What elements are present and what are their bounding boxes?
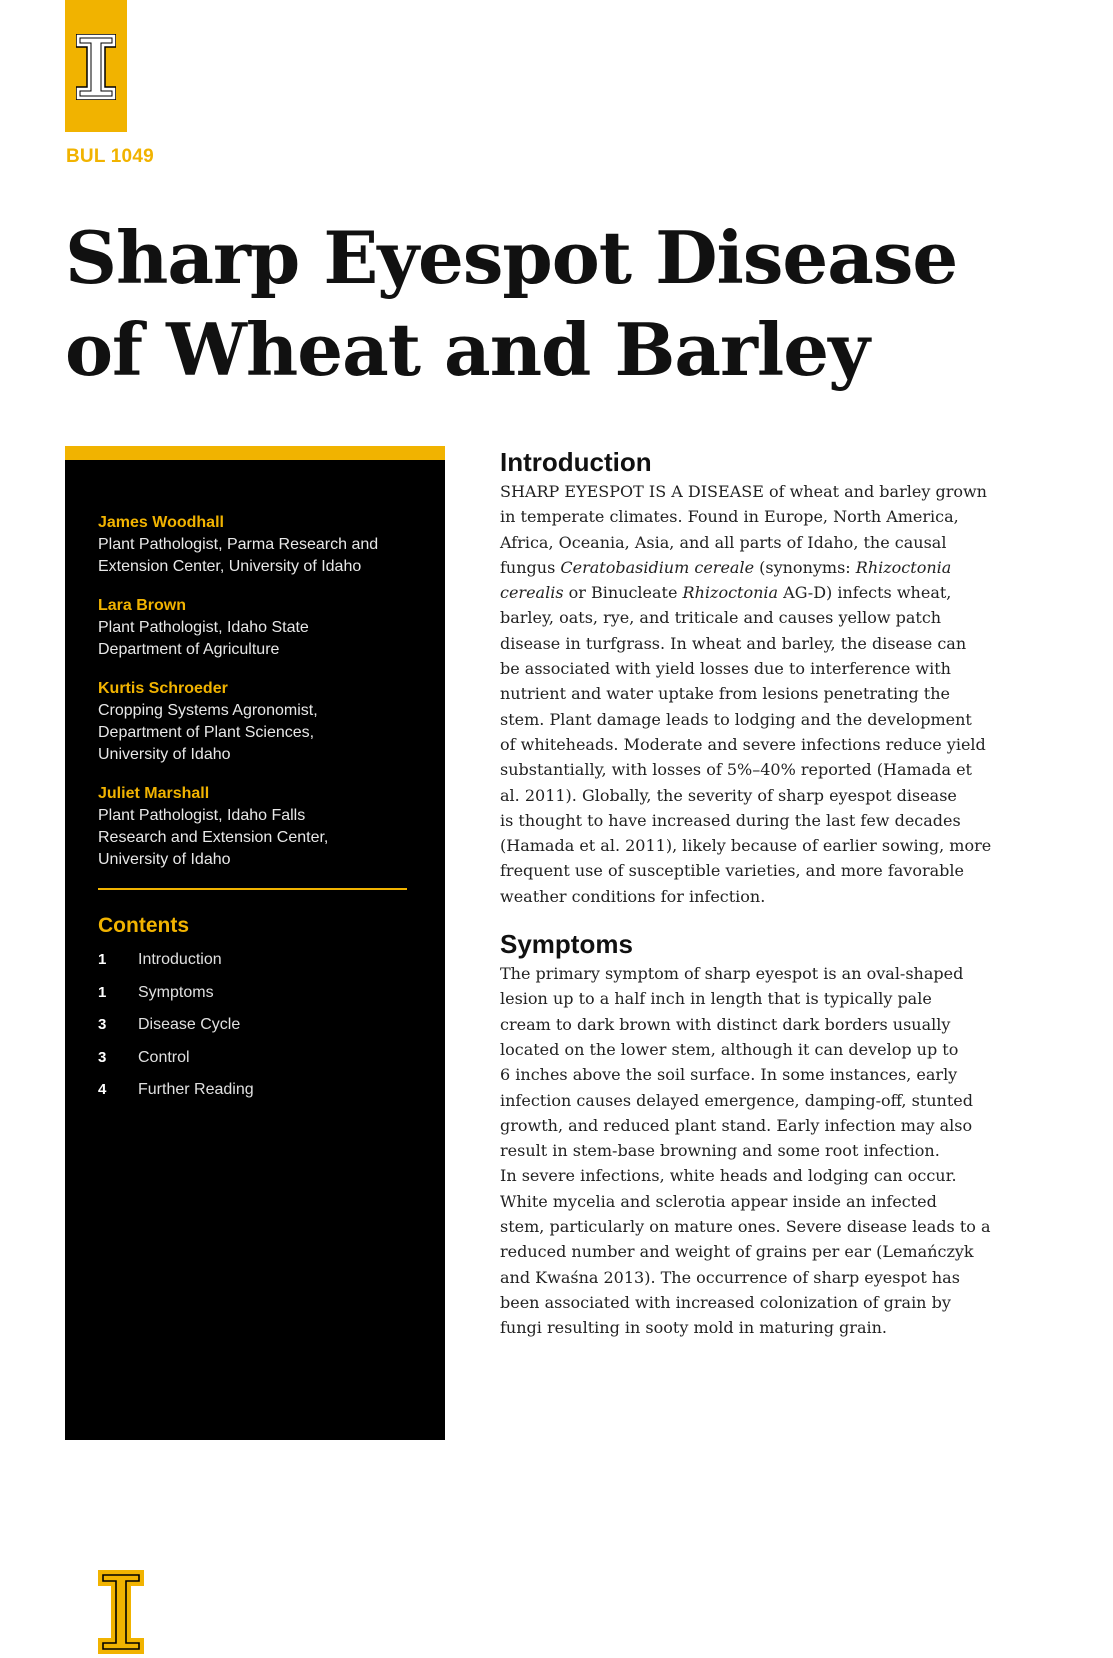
- italic-text: Ceratobasidium cereale: [560, 557, 755, 577]
- author-role: Cropping Systems Agronomist, Department of Plant Sciences, University of Idaho: [98, 702, 318, 763]
- contents-label: Introduction: [138, 951, 222, 968]
- contents-label: Symptoms: [138, 983, 214, 1001]
- contents-label: Disease Cycle: [138, 1016, 241, 1033]
- main-content: [500, 445, 1000, 1341]
- author-list: [98, 512, 418, 888]
- sidebar-divider: [98, 888, 407, 890]
- block-i-icon: [76, 34, 116, 100]
- text-run: AG-D) infects wheat, barley, oats, rye, and triticale and causes yellow patch disease in turfgrass. In wheat and barley, the disease can be associated with yield losses due to interference with nutrient and water uptake from lesions penetrating the stem. Plant damage leads to lodging and the development of whiteheads. Moderate and severe infections reduce yield substantially, with losses of 5%–40% reported (Hamada et al. 2011). Globally, the severity of sharp eyespot disease is thought to have increased during the last few decades (Hamada et al. 2011), likely because of earlier sowing, more frequent use of susceptible varieties, and more favorable weather conditions for infection.: [500, 583, 992, 906]
- logo-word-extension: Extension: [156, 1614, 275, 1645]
- page-title: [65, 212, 1065, 396]
- section-heading-symptoms: Symptoms: [500, 929, 633, 960]
- university-i-logo: [65, 0, 127, 132]
- text-run: or Binucleate: [563, 583, 683, 603]
- logo-word-of: of: [291, 1585, 308, 1607]
- italic-text: Rhizoctonia cerealis: [500, 557, 952, 603]
- bulletin-code: BUL 1049: [66, 146, 154, 167]
- contents-title: Contents: [98, 914, 189, 937]
- symptoms-paragraph: The primary symptom of sharp eyespot is an oval-shaped lesion up to a half inch in length that is typically pale cream to dark brown with distinct dark borders usually located on the lower stem, although it can develop up to 6 inches above the soil surface. In some instances, early infection causes delayed emergence, damping-off, stunted growth, and reduced plant stand. Early infection may also result in stem-base browning and some root infection. In severe infections, white heads and lodging can occur. White mycelia and sclerotia appear inside an infected stem, particularly on mature ones. Severe disease leads to a reduced number and weight of grains per ear (Lemańczyk and Kwaśna 2013). The occurrence of sharp eyespot has been associated with increased colonization of grain by fungi resulting in sooty mold in maturing grain.: [500, 964, 991, 1338]
- university-of-idaho-extension-logo: [98, 1570, 418, 1658]
- title-line-2: of Wheat and Barley: [65, 307, 869, 392]
- contents-page-number: 1: [98, 951, 107, 968]
- author-name: Juliet Marshall: [98, 785, 210, 802]
- contents-label: Further Reading: [138, 1081, 254, 1098]
- author-role: Plant Pathologist, Idaho Falls Research and Extension Center, University of Idaho: [98, 807, 329, 868]
- author-item: [98, 678, 418, 766]
- logo-wordmark: [156, 1576, 383, 1610]
- introduction-section: [500, 445, 1000, 909]
- author-name: Kurtis Schroeder: [98, 680, 228, 697]
- author-name: James Woodhall: [98, 514, 224, 531]
- symptoms-section: [500, 927, 1000, 1340]
- italic-text: Rhizoctonia: [682, 583, 779, 603]
- logo-word-idaho: Idaho: [307, 1576, 383, 1609]
- contents-item-introduction[interactable]: [98, 950, 398, 983]
- contents-item-control[interactable]: [98, 1048, 398, 1081]
- contents-page-number: 3: [98, 1016, 107, 1033]
- contents-page-number: 4: [98, 1081, 107, 1098]
- contents-item-disease-cycle[interactable]: [98, 1015, 398, 1048]
- author-item: [98, 512, 418, 578]
- author-role: Plant Pathologist, Parma Research and Extension Center, University of Idaho: [98, 536, 379, 575]
- author-sidebar: [65, 446, 445, 1645]
- text-run: SHARP EYESPOT IS A DISEASE of wheat and barley grown in temperate climates. Found in Europe, North America, Africa, Oceania, Asia, and all parts of Idaho, the causal fungus: [500, 482, 987, 577]
- block-i-icon: [98, 1570, 144, 1654]
- author-item: [98, 595, 418, 661]
- contents-item-further-reading[interactable]: [98, 1080, 398, 1113]
- author-role: Plant Pathologist, Idaho State Department of Agriculture: [98, 619, 309, 658]
- logo-word-university: University: [156, 1576, 292, 1609]
- contents-list: [98, 950, 398, 1113]
- contents-page-number: 3: [98, 1048, 107, 1066]
- contents-item-symptoms[interactable]: [98, 983, 398, 1016]
- title-line-1: Sharp Eyespot Disease: [65, 215, 958, 300]
- author-name: Lara Brown: [98, 597, 187, 614]
- introduction-paragraph: [500, 479, 1000, 909]
- contents-label: Control: [138, 1048, 190, 1066]
- author-item: [98, 783, 418, 871]
- contents-page-number: 1: [98, 983, 107, 1001]
- section-heading-introduction: Introduction: [500, 447, 652, 477]
- text-run: (synonyms:: [754, 557, 856, 577]
